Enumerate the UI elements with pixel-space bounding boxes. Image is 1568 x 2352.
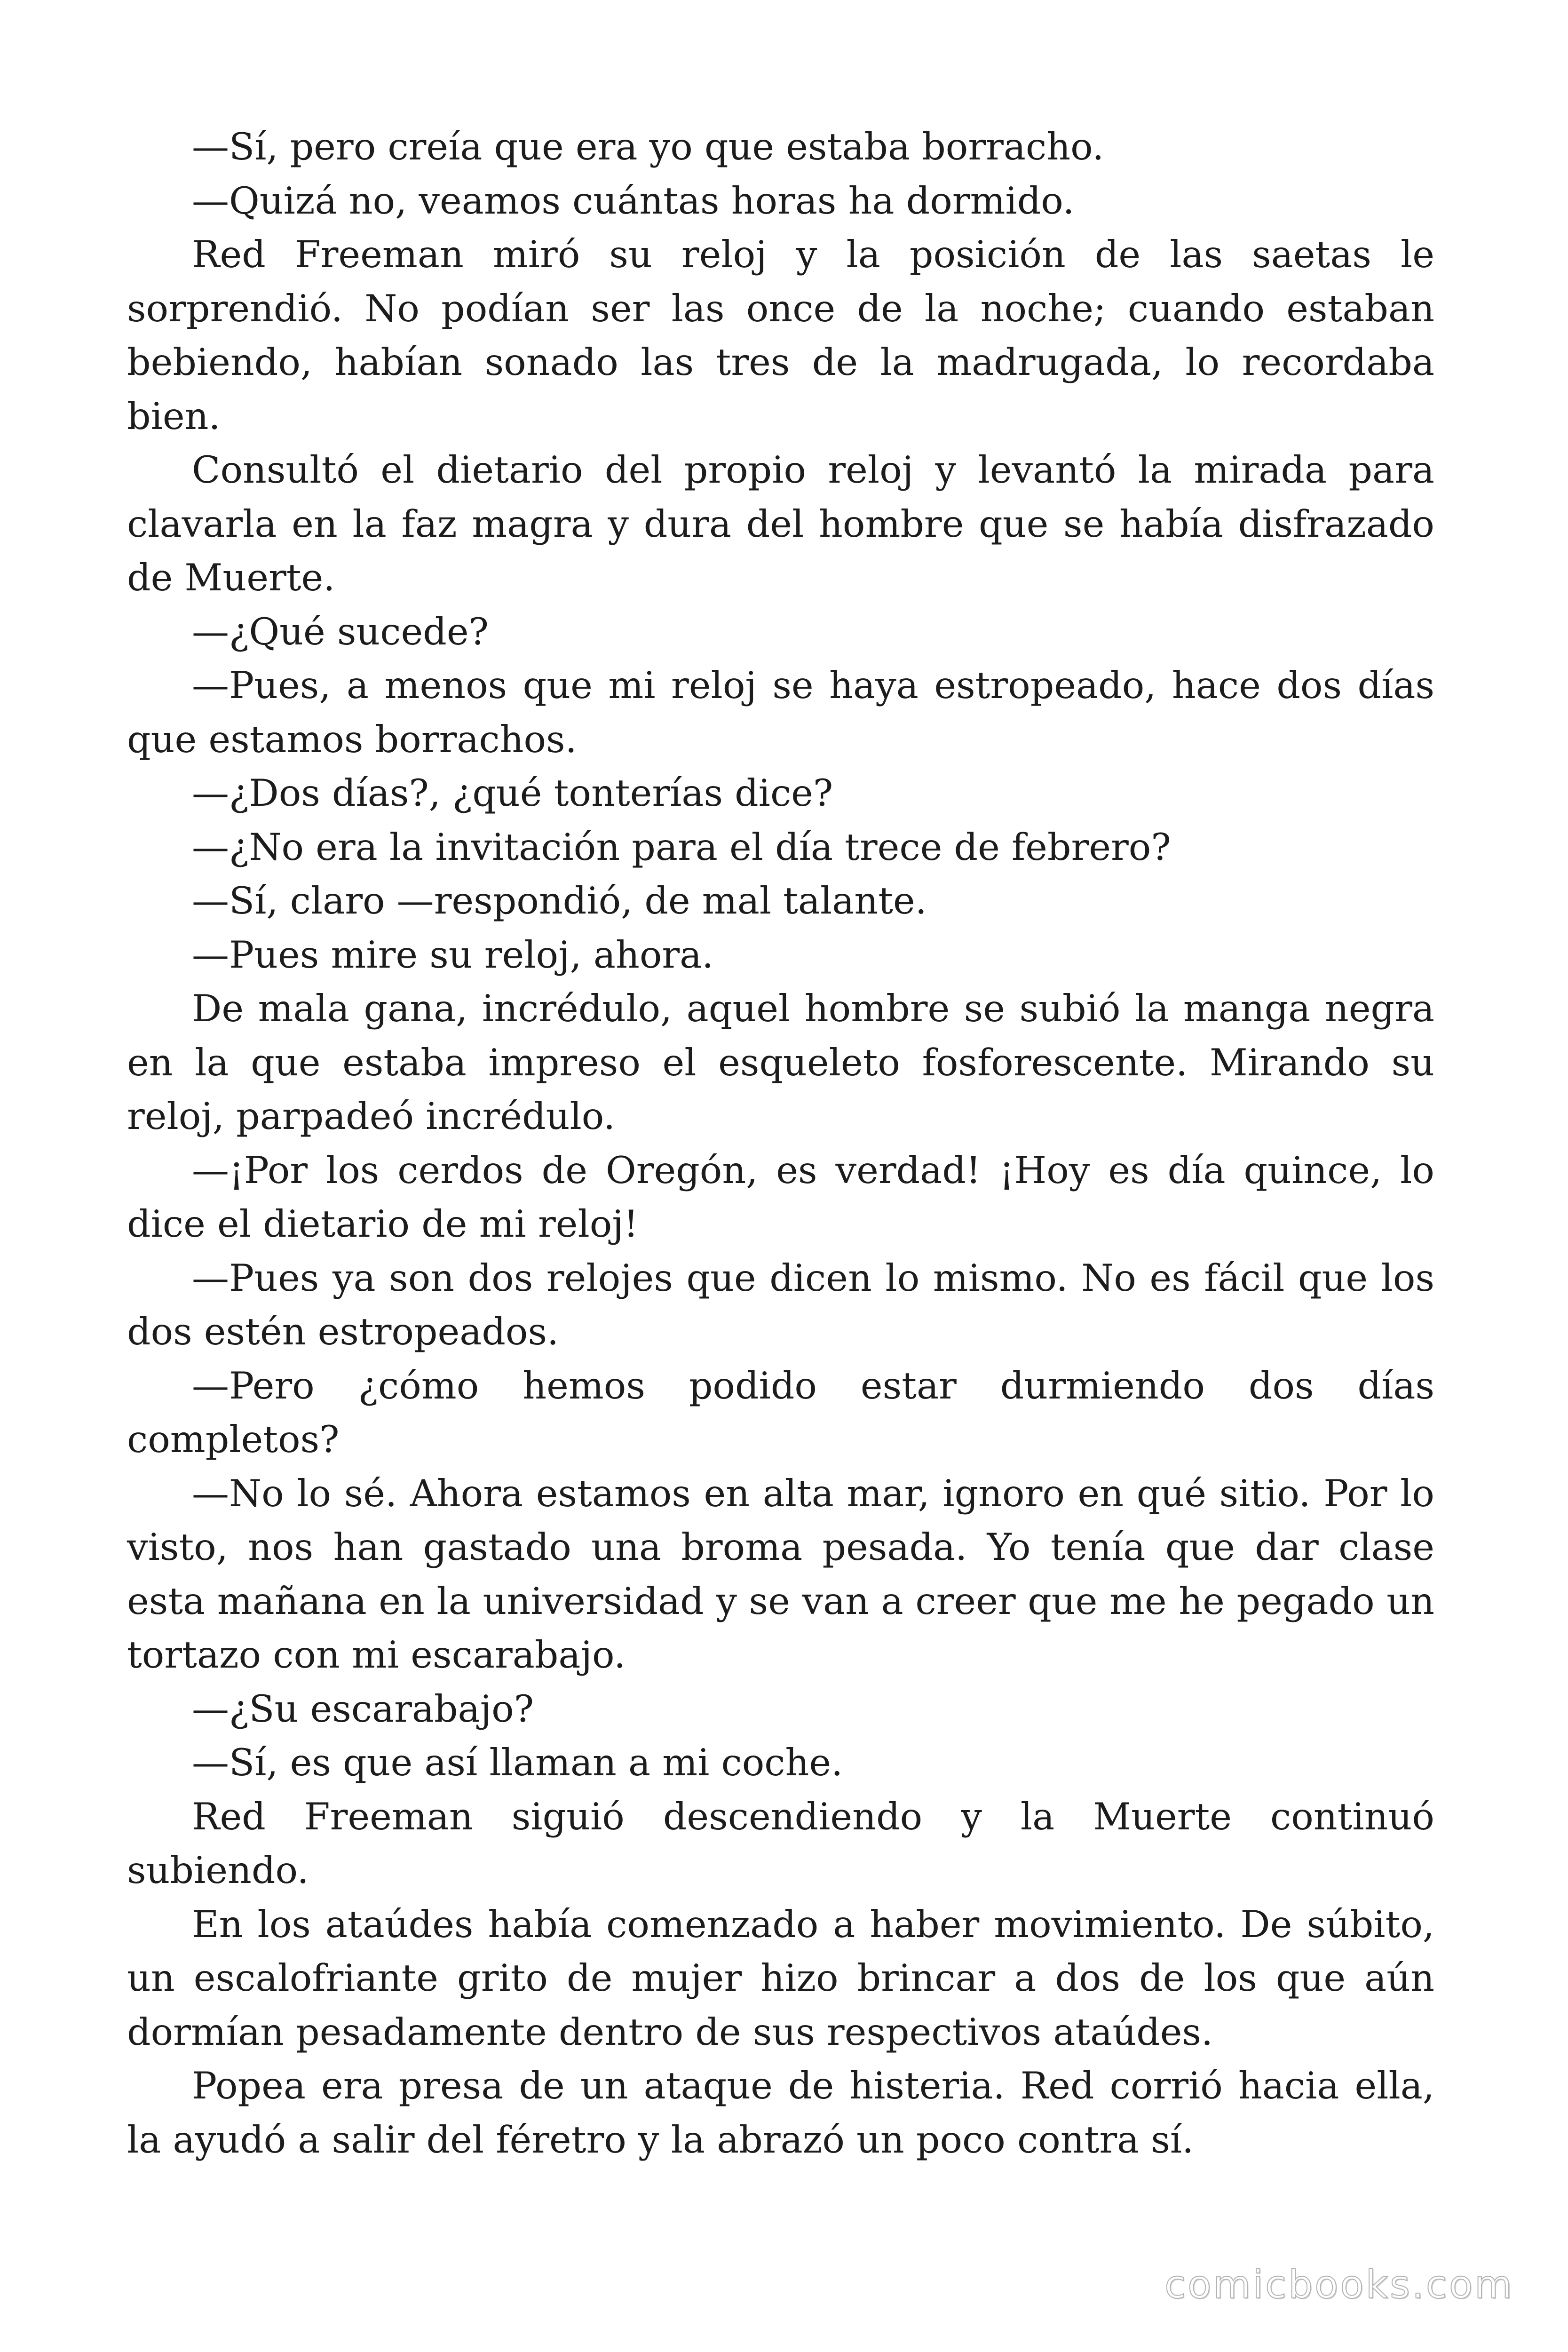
paragraph-2: —Quizá no, veamos cuántas horas ha dormido. [192, 179, 1075, 222]
paragraph-1: —Sí, pero creía que era yo que estaba borracho. [192, 125, 1104, 168]
paragraph-8: —¿No era la invitación para el día trece de febrero? [192, 825, 1171, 869]
paragraph-15: —No lo sé. Ahora estamos en alta mar, ignoro en qué sitio. Por lo visto, nos han gastado una broma pesada. Yo tenía que dar clase esta mañana en la universidad y se van a creer que me he pegado un tortazo con mi escarabajo. [127, 1471, 1434, 1677]
paragraph-9: —Sí, claro —respondió, de mal talante. [192, 879, 927, 922]
paragraph-6: —Pues, a menos que mi reloj se haya estropeado, hace dos días que estamos borrachos. [127, 664, 1434, 761]
paragraph-3: Red Freeman miró su reloj y la posición de las saetas le sorprendió. No podían ser las once de la noche; cuando estaban bebiendo, habían sonado las tres de la madrugada, lo recordaba bien. [127, 233, 1434, 438]
watermark-logo: comicbooks.com [1164, 2263, 1514, 2307]
paragraph-20: Popea era presa de un ataque de histeria. Red corrió hacia ella, la ayudó a salir del féretro y la abrazó un poco contra sí. [127, 2064, 1434, 2161]
paragraph-16: —¿Su escarabajo? [192, 1687, 534, 1731]
paragraph-18: Red Freeman siguió descendiendo y la Muerte continuó subiendo. [127, 1795, 1434, 1892]
paragraph-17: —Sí, es que así llaman a mi coche. [192, 1741, 843, 1784]
paragraph-19: En los ataúdes había comenzado a haber movimiento. De súbito, un escalofriante grito de mujer hizo brincar a dos de los que aún dormían pesadamente dentro de sus respectivos ataúdes. [127, 1902, 1434, 2054]
paragraph-13: —Pues ya son dos relojes que dicen lo mismo. No es fácil que los dos estén estropeados. [127, 1256, 1434, 1353]
paragraph-14: —Pero ¿cómo hemos podido estar durmiendo dos días completos? [127, 1364, 1434, 1461]
page-text [127, 120, 1434, 2167]
paragraph-7: —¿Dos días?, ¿qué tonterías dice? [192, 771, 833, 815]
paragraph-12: —¡Por los cerdos de Oregón, es verdad! ¡Hoy es día quince, lo dice el dietario de mi reloj! [127, 1148, 1434, 1246]
paragraph-5: —¿Qué sucede? [192, 610, 489, 653]
paragraph-4: Consultó el dietario del propio reloj y levantó la mirada para clavarla en la faz magra y dura del hombre que se había disfrazado de Muerte. [127, 448, 1434, 599]
paragraph-10: —Pues mire su reloj, ahora. [192, 933, 714, 977]
paragraph-11: De mala gana, incrédulo, aquel hombre se subió la manga negra en la que estaba impreso el esqueleto fosforescente. Mirando su reloj, parpadeó incrédulo. [127, 987, 1434, 1138]
